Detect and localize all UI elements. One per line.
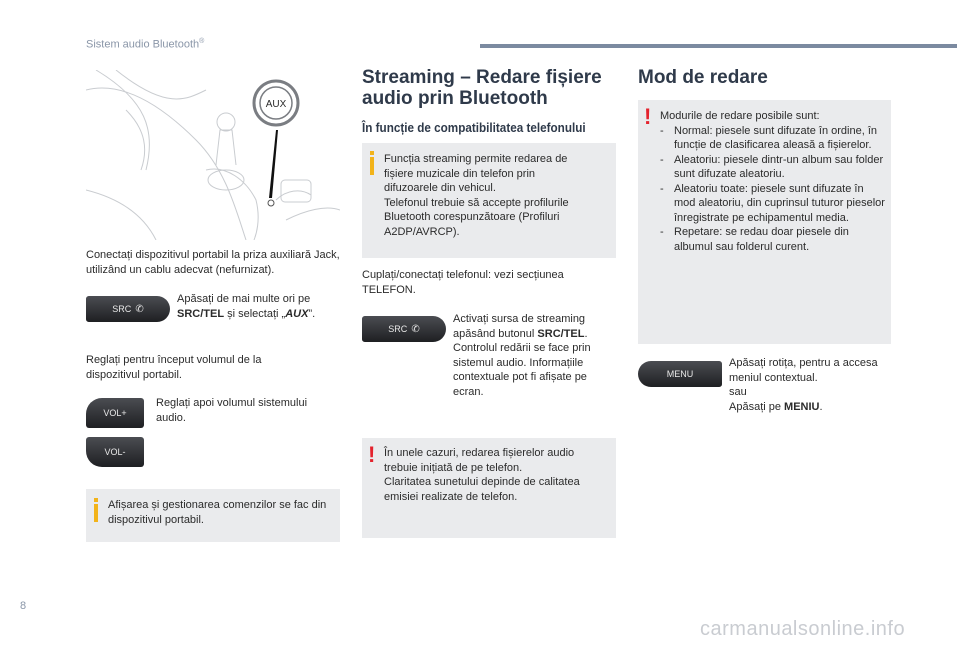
header-title: Sistem audio Bluetooth bbox=[86, 38, 200, 51]
registered-mark: ® bbox=[199, 38, 205, 45]
step-text: sau bbox=[729, 386, 747, 398]
warning-box-streaming bbox=[362, 438, 616, 538]
system-volume-text: Reglați apoi volumul sistemului audio. bbox=[156, 397, 308, 424]
info-icon bbox=[94, 504, 98, 522]
streaming-activate-instruction bbox=[453, 312, 608, 399]
mode-item: - Aleatoriu toate: piesele sunt difuzate în mod aleatoriu, din cuprinsul tuturor pieselor înregistrate pe echipamentul media. bbox=[660, 182, 885, 224]
streaming-title: Streaming – Redare fișiere audio prin Bluetooth bbox=[362, 67, 602, 109]
menu-key-name: MENIU bbox=[784, 400, 820, 413]
step-text: . Controlul redării se face prin sistemul audio. Informațiile contextuale pot fi afișate pe ecran. bbox=[453, 327, 591, 398]
info-box-portable bbox=[86, 489, 340, 542]
info-box-streaming bbox=[362, 143, 616, 258]
src-tel-key-name: SRC/TEL bbox=[177, 307, 225, 320]
aux-connect-text: Conectați dispozitivul portabil la priza auxiliară Jack, utilizând un cablu adecvat (nefurnizat). bbox=[86, 249, 340, 276]
aux-key-name: AUX bbox=[285, 307, 309, 320]
modes-intro: Modurile de redare posibile sunt: bbox=[660, 110, 820, 122]
src-button-label: SRC bbox=[112, 304, 132, 314]
phone-icon: ✆ bbox=[135, 303, 144, 315]
vol-minus-button[interactable] bbox=[86, 437, 144, 467]
play-mode-title: Mod de redare bbox=[638, 67, 768, 88]
step-text: și selectați „ bbox=[224, 307, 286, 320]
portable-volume-text: Reglați pentru început volumul de la dispozitivul portabil. bbox=[86, 354, 262, 381]
mode-normal: Normal: piesele sunt difuzate în ordine, în funcție de clasificarea aleasă a fișierelor. bbox=[674, 124, 878, 151]
step-text: Apăsați pe bbox=[729, 400, 785, 413]
aux-socket-illustration bbox=[86, 70, 340, 240]
mode-random-all: Aleatoriu toate: piesele sunt difuzate în mod aleatoriu, din cuprinsul tuturor pieselor înregistrate pe echipamentul media. bbox=[674, 182, 885, 224]
mode-repeat: Repetare: se redau doar piesele din albumul sau folderul curent. bbox=[674, 226, 849, 253]
mode-item: - Normal: piesele sunt difuzate în ordine, în funcție de clasificarea aleasă a fișierelor. bbox=[660, 124, 878, 151]
step-text: Apăsați rotița, pentru a accesa meniul contextual. bbox=[729, 357, 878, 384]
compatibility-subtitle: În funcție de compatibilitatea telefonului bbox=[362, 120, 586, 135]
warning-line: Claritatea sunetului depinde de calitatea emisiei realizate de telefon. bbox=[384, 476, 580, 503]
step-text: . bbox=[819, 400, 823, 413]
watermark: carmanualsonline.info bbox=[700, 618, 906, 640]
vol-plus-label: VOL+ bbox=[103, 408, 127, 418]
warning-box-modes bbox=[638, 100, 891, 344]
vol-minus-label: VOL- bbox=[104, 447, 126, 457]
mode-item: - Aleatoriu: piesele dintr-un album sau folder sunt difuzate aleatoriu. bbox=[660, 153, 884, 180]
info-text: Afișarea și gestionarea comenzilor se fac din dispozitivul portabil. bbox=[108, 499, 327, 526]
page-number: 8 bbox=[20, 600, 27, 612]
pairing-text: Cuplați/conectați telefonul: vezi secțiunea TELEFON. bbox=[362, 269, 564, 296]
header-bar bbox=[480, 44, 957, 48]
step-text: Apăsați de mai multe ori pe bbox=[177, 293, 311, 305]
profile-info-line: Telefonul trebuie să accepte profilurile Bluetooth corespunzătoare (Profiluri A2DP/AVRCP). bbox=[384, 196, 569, 238]
mode-random: Aleatoriu: piesele dintr-un album sau folder sunt difuzate aleatoriu. bbox=[674, 153, 884, 180]
step-text: ”. bbox=[308, 307, 316, 320]
menu-button-label: MENU bbox=[666, 369, 694, 379]
aux-select-instruction bbox=[177, 292, 343, 321]
warning-icon: ! bbox=[368, 442, 376, 467]
warning-icon: ! bbox=[644, 104, 652, 129]
src-tel-button-streaming[interactable] bbox=[362, 316, 446, 342]
aux-label: AUX bbox=[265, 99, 287, 110]
menu-button[interactable] bbox=[638, 361, 722, 387]
src-button-label: SRC bbox=[388, 324, 408, 334]
vol-plus-button[interactable] bbox=[86, 398, 144, 428]
src-tel-key-name: SRC/TEL bbox=[537, 327, 585, 340]
info-icon bbox=[370, 157, 374, 175]
menu-instruction bbox=[729, 356, 889, 414]
src-tel-button[interactable] bbox=[86, 296, 170, 322]
streaming-info-line: Funcția streaming permite redarea de fișiere muzicale din telefon prin difuzoarele din vehicul. bbox=[384, 153, 568, 194]
mode-item: - Repetare: se redau doar piesele din albumul sau folderul curent. bbox=[660, 226, 849, 253]
phone-icon: ✆ bbox=[411, 323, 420, 335]
warning-line: În unele cazuri, redarea fișierelor audio trebuie inițiată de pe telefon. bbox=[384, 447, 575, 474]
step-text: Activați sursa de streaming apăsând butonul bbox=[453, 313, 586, 340]
running-header bbox=[86, 38, 204, 51]
